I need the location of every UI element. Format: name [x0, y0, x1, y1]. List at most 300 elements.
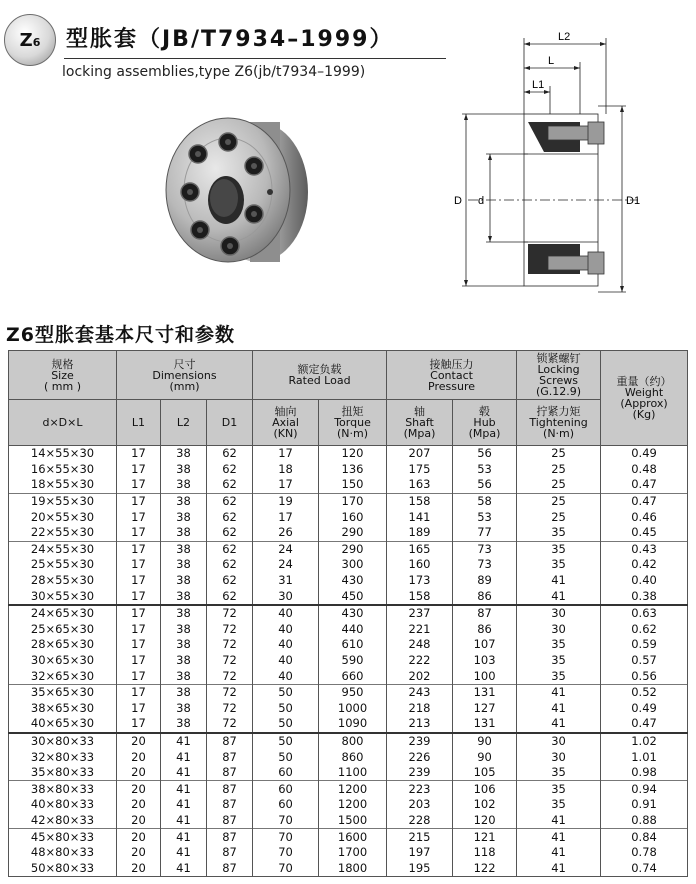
header-hub: 毂 Hub (Mpa) — [453, 400, 517, 446]
table-cell: 87 — [207, 797, 253, 813]
table-cell: 60 — [253, 781, 319, 797]
table-cell: 0.84 — [601, 829, 688, 845]
table-cell: 136 — [319, 462, 387, 478]
table-cell: 202 — [387, 668, 453, 684]
table-cell: 38 — [161, 493, 207, 509]
table-cell: 38 — [161, 446, 207, 462]
table-cell: 197 — [387, 845, 453, 861]
table-cell: 53 — [453, 462, 517, 478]
table-cell: 150 — [319, 477, 387, 493]
table-cell: 87 — [207, 733, 253, 750]
page-title: 型胀套（JB/T7934–1999） — [66, 27, 394, 52]
table-cell: 17 — [117, 573, 161, 589]
table-cell: 0.48 — [601, 462, 688, 478]
table-row — [9, 797, 688, 813]
table-cell: 610 — [319, 637, 387, 653]
table-cell: 35 — [517, 765, 601, 781]
table-cell: 30×80×33 — [9, 733, 117, 750]
table-row — [9, 588, 688, 605]
table-cell: 131 — [453, 684, 517, 700]
table-cell: 17 — [117, 716, 161, 733]
table-cell: 89 — [453, 573, 517, 589]
table-cell: 24×65×30 — [9, 605, 117, 622]
product-photo — [150, 100, 320, 280]
table-cell: 1090 — [319, 716, 387, 733]
table-cell: 41 — [517, 813, 601, 829]
table-cell: 290 — [319, 541, 387, 557]
badge-main: Z — [19, 29, 33, 51]
table-cell: 62 — [207, 493, 253, 509]
table-cell: 17 — [117, 557, 161, 573]
table-cell: 87 — [207, 781, 253, 797]
table-cell: 590 — [319, 653, 387, 669]
table-cell: 0.46 — [601, 509, 688, 525]
table-cell: 38 — [161, 525, 207, 541]
table-row — [9, 637, 688, 653]
table-cell: 40 — [253, 622, 319, 638]
table-row — [9, 573, 688, 589]
header-rated-load: 额定负载 Rated Load — [253, 351, 387, 400]
table-cell: 38 — [161, 605, 207, 622]
table-cell: 87 — [207, 749, 253, 765]
table-row — [9, 716, 688, 733]
table-cell: 35 — [517, 525, 601, 541]
table-row — [9, 525, 688, 541]
table-cell: 17 — [117, 701, 161, 717]
table-cell: 0.91 — [601, 797, 688, 813]
table-cell: 73 — [453, 557, 517, 573]
table-cell: 17 — [117, 541, 161, 557]
table-cell: 41 — [161, 765, 207, 781]
table-row — [9, 509, 688, 525]
table-cell: 121 — [453, 829, 517, 845]
header-torque: 扭矩 Torque (N·m) — [319, 400, 387, 446]
table-cell: 50 — [253, 684, 319, 700]
table-cell: 62 — [207, 446, 253, 462]
table-row — [9, 493, 688, 509]
table-cell: 1200 — [319, 781, 387, 797]
table-cell: 77 — [453, 525, 517, 541]
table-cell: 17 — [117, 605, 161, 622]
badge-sub: 6 — [32, 35, 41, 49]
table-cell: 100 — [453, 668, 517, 684]
table-cell: 215 — [387, 829, 453, 845]
dim-d1-label: D1 — [626, 195, 641, 207]
table-cell: 30×65×30 — [9, 653, 117, 669]
table-cell: 30 — [517, 622, 601, 638]
table-cell: 0.47 — [601, 493, 688, 509]
table-cell: 243 — [387, 684, 453, 700]
table-cell: 87 — [453, 605, 517, 622]
table-cell: 70 — [253, 813, 319, 829]
table-cell: 50 — [253, 701, 319, 717]
table-cell: 40×80×33 — [9, 797, 117, 813]
header-dxdxl: d×D×L — [9, 400, 117, 446]
table-cell: 72 — [207, 605, 253, 622]
table-cell: 127 — [453, 701, 517, 717]
table-cell: 41 — [161, 733, 207, 750]
table-cell: 48×80×33 — [9, 845, 117, 861]
table-cell: 0.56 — [601, 668, 688, 684]
table-cell: 41 — [161, 797, 207, 813]
section-title: Z6型胀套基本尺寸和参数 — [6, 324, 235, 346]
table-cell: 105 — [453, 765, 517, 781]
table-cell: 107 — [453, 637, 517, 653]
table-cell: 17 — [117, 622, 161, 638]
table-row — [9, 668, 688, 684]
table-cell: 163 — [387, 477, 453, 493]
spec-table — [8, 350, 688, 877]
table-cell: 800 — [319, 733, 387, 750]
table-cell: 120 — [319, 446, 387, 462]
table-cell: 25 — [517, 477, 601, 493]
table-cell: 41 — [161, 813, 207, 829]
table-cell: 195 — [387, 860, 453, 876]
table-cell: 72 — [207, 653, 253, 669]
table-cell: 41 — [161, 845, 207, 861]
table-cell: 0.74 — [601, 860, 688, 876]
table-cell: 228 — [387, 813, 453, 829]
table-cell: 1100 — [319, 765, 387, 781]
table-cell: 17 — [117, 668, 161, 684]
table-cell: 25×55×30 — [9, 557, 117, 573]
table-cell: 0.47 — [601, 716, 688, 733]
table-cell: 40 — [253, 653, 319, 669]
table-cell: 41 — [161, 829, 207, 845]
table-row — [9, 781, 688, 797]
table-cell: 30 — [517, 733, 601, 750]
header-weight: 重量（约） Weight (Approx) (Kg) — [601, 351, 688, 446]
table-cell: 103 — [453, 653, 517, 669]
table-cell: 50 — [253, 733, 319, 750]
table-cell: 450 — [319, 588, 387, 605]
table-cell: 290 — [319, 525, 387, 541]
table-cell: 28×55×30 — [9, 573, 117, 589]
header-dimensions: 尺寸 Dimensions (mm) — [117, 351, 253, 400]
table-row — [9, 653, 688, 669]
header-locking-screws: 锁紧螺钉 Locking Screws (G.12.9) — [517, 351, 601, 400]
table-cell: 102 — [453, 797, 517, 813]
table-cell: 62 — [207, 557, 253, 573]
header-tightening: 拧紧力矩 Tightening (N·m) — [517, 400, 601, 446]
table-cell: 25×65×30 — [9, 622, 117, 638]
table-cell: 28×65×30 — [9, 637, 117, 653]
table-cell: 62 — [207, 573, 253, 589]
table-cell: 1600 — [319, 829, 387, 845]
table-cell: 32×65×30 — [9, 668, 117, 684]
table-cell: 18×55×30 — [9, 477, 117, 493]
table-cell: 141 — [387, 509, 453, 525]
table-cell: 20 — [117, 781, 161, 797]
table-cell: 239 — [387, 733, 453, 750]
table-cell: 62 — [207, 509, 253, 525]
table-cell: 0.88 — [601, 813, 688, 829]
table-cell: 24 — [253, 541, 319, 557]
table-cell: 106 — [453, 781, 517, 797]
table-cell: 248 — [387, 637, 453, 653]
table-cell: 38 — [161, 509, 207, 525]
table-cell: 70 — [253, 860, 319, 876]
table-cell: 38 — [161, 573, 207, 589]
table-cell: 0.59 — [601, 637, 688, 653]
table-cell: 0.94 — [601, 781, 688, 797]
table-cell: 950 — [319, 684, 387, 700]
table-cell: 72 — [207, 668, 253, 684]
table-cell: 24×55×30 — [9, 541, 117, 557]
table-cell: 38 — [161, 684, 207, 700]
table-cell: 60 — [253, 765, 319, 781]
table-cell: 17 — [117, 477, 161, 493]
table-cell: 38×80×33 — [9, 781, 117, 797]
table-row — [9, 860, 688, 876]
table-cell: 0.52 — [601, 684, 688, 700]
table-cell: 41 — [517, 573, 601, 589]
table-cell: 53 — [453, 509, 517, 525]
table-row — [9, 813, 688, 829]
table-cell: 20 — [117, 829, 161, 845]
table-cell: 165 — [387, 541, 453, 557]
header-l2: L2 — [161, 400, 207, 446]
series-badge — [4, 14, 56, 66]
table-cell: 45×80×33 — [9, 829, 117, 845]
header-l1: L1 — [117, 400, 161, 446]
table-cell: 25 — [517, 446, 601, 462]
table-cell: 72 — [207, 622, 253, 638]
table-cell: 38 — [161, 622, 207, 638]
table-cell: 26 — [253, 525, 319, 541]
table-cell: 35 — [517, 668, 601, 684]
table-cell: 20 — [117, 797, 161, 813]
table-cell: 35 — [517, 637, 601, 653]
table-cell: 20 — [117, 860, 161, 876]
table-cell: 35 — [517, 557, 601, 573]
table-cell: 38 — [161, 668, 207, 684]
table-cell: 35×80×33 — [9, 765, 117, 781]
table-cell: 173 — [387, 573, 453, 589]
page-subtitle: locking assemblies,type Z6(jb/t7934–1999) — [62, 64, 366, 80]
table-cell: 20 — [117, 733, 161, 750]
table-cell: 221 — [387, 622, 453, 638]
table-cell: 189 — [387, 525, 453, 541]
table-cell: 38 — [161, 701, 207, 717]
table-cell: 62 — [207, 477, 253, 493]
table-cell: 660 — [319, 668, 387, 684]
table-cell: 25 — [517, 462, 601, 478]
table-cell: 120 — [453, 813, 517, 829]
table-cell: 175 — [387, 462, 453, 478]
table-cell: 17 — [117, 493, 161, 509]
table-cell: 20×55×30 — [9, 509, 117, 525]
table-cell: 40 — [253, 637, 319, 653]
table-cell: 87 — [207, 845, 253, 861]
table-cell: 56 — [453, 477, 517, 493]
table-cell: 32×80×33 — [9, 749, 117, 765]
table-cell: 25 — [517, 509, 601, 525]
table-cell: 131 — [453, 716, 517, 733]
table-cell: 0.57 — [601, 653, 688, 669]
table-cell: 0.49 — [601, 701, 688, 717]
table-cell: 0.63 — [601, 605, 688, 622]
table-cell: 203 — [387, 797, 453, 813]
table-cell: 17 — [117, 446, 161, 462]
table-cell: 1500 — [319, 813, 387, 829]
table-cell: 222 — [387, 653, 453, 669]
table-cell: 0.38 — [601, 588, 688, 605]
table-cell: 17 — [117, 684, 161, 700]
table-row — [9, 765, 688, 781]
table-cell: 30 — [517, 605, 601, 622]
table-cell: 20 — [117, 813, 161, 829]
table-cell: 17 — [117, 525, 161, 541]
table-cell: 0.47 — [601, 477, 688, 493]
table-row — [9, 701, 688, 717]
table-cell: 239 — [387, 765, 453, 781]
table-cell: 0.78 — [601, 845, 688, 861]
dim-d-inner-label: d — [478, 195, 485, 207]
header-d1: D1 — [207, 400, 253, 446]
table-cell: 122 — [453, 860, 517, 876]
table-cell: 87 — [207, 813, 253, 829]
table-cell: 70 — [253, 829, 319, 845]
table-row — [9, 462, 688, 478]
table-cell: 38 — [161, 588, 207, 605]
table-cell: 0.62 — [601, 622, 688, 638]
table-cell: 118 — [453, 845, 517, 861]
table-cell: 35×65×30 — [9, 684, 117, 700]
table-row — [9, 622, 688, 638]
table-cell: 0.43 — [601, 541, 688, 557]
table-cell: 38 — [161, 637, 207, 653]
table-cell: 860 — [319, 749, 387, 765]
table-cell: 18 — [253, 462, 319, 478]
table-cell: 440 — [319, 622, 387, 638]
table-row — [9, 733, 688, 750]
table-cell: 300 — [319, 557, 387, 573]
table-row — [9, 829, 688, 845]
table-cell: 90 — [453, 733, 517, 750]
table-cell: 72 — [207, 637, 253, 653]
table-cell: 38 — [161, 557, 207, 573]
header-size: 规格 Size ( mm ) — [9, 351, 117, 400]
table-cell: 19 — [253, 493, 319, 509]
table-cell: 17 — [253, 509, 319, 525]
table-cell: 158 — [387, 588, 453, 605]
table-cell: 50 — [253, 716, 319, 733]
table-row — [9, 605, 688, 622]
table-cell: 35 — [517, 797, 601, 813]
table-cell: 1.01 — [601, 749, 688, 765]
table-cell: 38 — [161, 477, 207, 493]
table-cell: 90 — [453, 749, 517, 765]
table-cell: 41 — [517, 716, 601, 733]
table-cell: 20 — [117, 749, 161, 765]
table-cell: 50×80×33 — [9, 860, 117, 876]
table-cell: 158 — [387, 493, 453, 509]
table-cell: 17 — [117, 588, 161, 605]
table-cell: 86 — [453, 588, 517, 605]
table-cell: 73 — [453, 541, 517, 557]
table-cell: 207 — [387, 446, 453, 462]
title-rule — [64, 58, 446, 59]
table-cell: 0.42 — [601, 557, 688, 573]
table-cell: 38 — [161, 462, 207, 478]
header-shaft: 轴 Shaft (Mpa) — [387, 400, 453, 446]
table-cell: 31 — [253, 573, 319, 589]
table-cell: 0.45 — [601, 525, 688, 541]
table-cell: 41 — [517, 860, 601, 876]
table-cell: 72 — [207, 701, 253, 717]
table-cell: 1700 — [319, 845, 387, 861]
table-cell: 40×65×30 — [9, 716, 117, 733]
dim-l2-label: L2 — [558, 31, 571, 43]
table-cell: 41 — [161, 781, 207, 797]
table-cell: 237 — [387, 605, 453, 622]
table-cell: 30 — [517, 749, 601, 765]
table-cell: 70 — [253, 845, 319, 861]
dim-l-label: L — [548, 55, 555, 67]
table-cell: 41 — [161, 749, 207, 765]
table-cell: 60 — [253, 797, 319, 813]
table-cell: 17 — [117, 637, 161, 653]
table-cell: 41 — [517, 588, 601, 605]
table-cell: 86 — [453, 622, 517, 638]
table-cell: 16×55×30 — [9, 462, 117, 478]
table-cell: 41 — [517, 701, 601, 717]
table-row — [9, 684, 688, 700]
table-cell: 430 — [319, 605, 387, 622]
table-cell: 17 — [117, 462, 161, 478]
table-cell: 0.40 — [601, 573, 688, 589]
table-cell: 87 — [207, 829, 253, 845]
table-cell: 1800 — [319, 860, 387, 876]
table-cell: 17 — [117, 509, 161, 525]
table-cell: 1.02 — [601, 733, 688, 750]
table-cell: 35 — [517, 541, 601, 557]
table-row — [9, 557, 688, 573]
table-cell: 170 — [319, 493, 387, 509]
table-cell: 35 — [517, 781, 601, 797]
table-cell: 40 — [253, 605, 319, 622]
table-cell: 17 — [253, 477, 319, 493]
table-cell: 72 — [207, 684, 253, 700]
table-cell: 17 — [117, 653, 161, 669]
table-cell: 25 — [517, 493, 601, 509]
table-cell: 58 — [453, 493, 517, 509]
table-cell: 35 — [517, 653, 601, 669]
table-cell: 38×65×30 — [9, 701, 117, 717]
table-cell: 0.98 — [601, 765, 688, 781]
table-cell: 38 — [161, 653, 207, 669]
table-cell: 213 — [387, 716, 453, 733]
table-cell: 1200 — [319, 797, 387, 813]
table-cell: 62 — [207, 462, 253, 478]
table-row — [9, 749, 688, 765]
table-cell: 87 — [207, 860, 253, 876]
dim-d-outer-label: D — [454, 195, 462, 207]
table-cell: 223 — [387, 781, 453, 797]
table-row — [9, 477, 688, 493]
table-cell: 38 — [161, 716, 207, 733]
table-cell: 42×80×33 — [9, 813, 117, 829]
table-cell: 41 — [517, 829, 601, 845]
table-cell: 50 — [253, 749, 319, 765]
table-cell: 226 — [387, 749, 453, 765]
table-cell: 0.49 — [601, 446, 688, 462]
table-cell: 41 — [161, 860, 207, 876]
table-cell: 38 — [161, 541, 207, 557]
table-cell: 72 — [207, 716, 253, 733]
header-axial: 轴向 Axial (KN) — [253, 400, 319, 446]
